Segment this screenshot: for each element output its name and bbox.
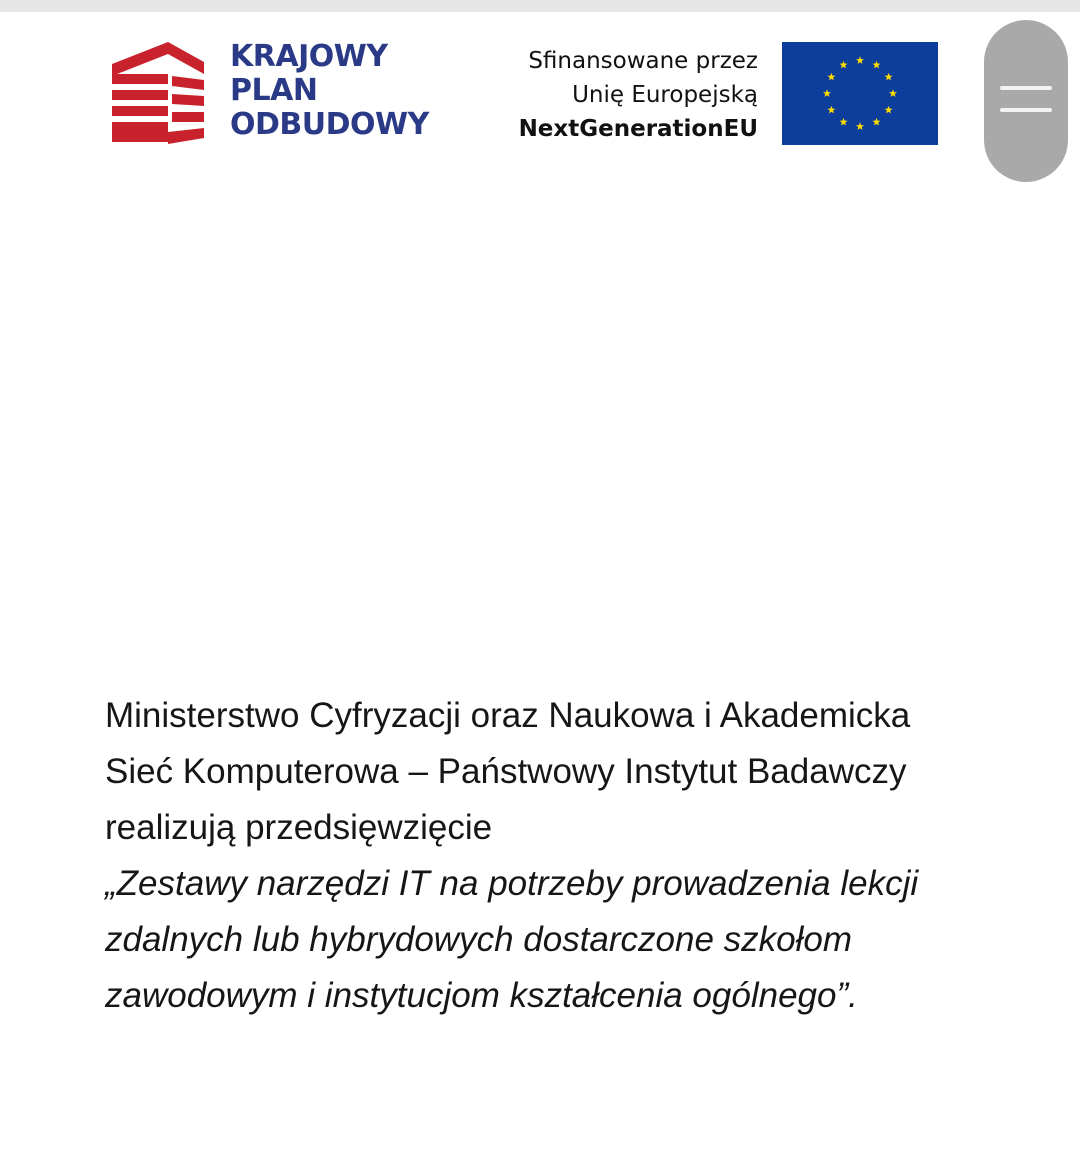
eu-funding-line-3: NextGenerationEU [518,116,758,142]
kpo-right-stripe-2 [172,94,204,106]
project-quote-line-3: zawodowym i instytucjom kształcenia ogólnego”. [105,976,858,1015]
kpo-stripe-1 [112,74,168,84]
eu-funding-line-1: Sfinansowane przez [528,48,758,74]
project-description [105,688,1005,1024]
menu-button[interactable] [984,20,1068,182]
project-line-1: Ministerstwo Cyfryzacji oraz Naukowa i Akademicka [105,696,911,735]
kpo-stripe-3 [112,106,168,116]
kpo-logo-icon [112,40,212,150]
kpo-logo-text [230,40,429,142]
project-line-3: realizują przedsięwzięcie [105,808,493,847]
menu-bar-top [1000,86,1052,90]
menu-bar-bottom [1000,108,1052,112]
kpo-right-stripe-4 [168,128,204,144]
project-line-2: Sieć Komputerowa – Państwowy Instytut Badawczy [105,752,907,791]
project-quote-line-1: „Zestawy narzędzi IT na potrzeby prowadzenia lekcji [105,864,919,903]
kpo-line-2: PLAN [230,73,318,108]
kpo-stripe-4 [112,122,168,132]
kpo-right-stripe-3 [172,112,204,122]
kpo-line-3: ODBUDOWY [230,107,429,142]
kpo-stripe-2 [112,90,168,100]
kpo-base [112,132,168,142]
top-strip [0,0,1080,12]
kpo-right-shape [168,42,204,74]
eu-flag-icon [782,42,938,145]
kpo-right-stripe-1 [172,76,204,90]
kpo-line-1: KRAJOWY [230,39,388,74]
eu-funding-text [519,44,758,146]
eu-funding-line-2: Unię Europejską [572,82,758,108]
kpo-logo[interactable] [112,40,442,150]
kpo-roof-shape [112,42,168,76]
project-quote-line-2: zdalnych lub hybrydowych dostarczone szkołom [105,920,853,959]
